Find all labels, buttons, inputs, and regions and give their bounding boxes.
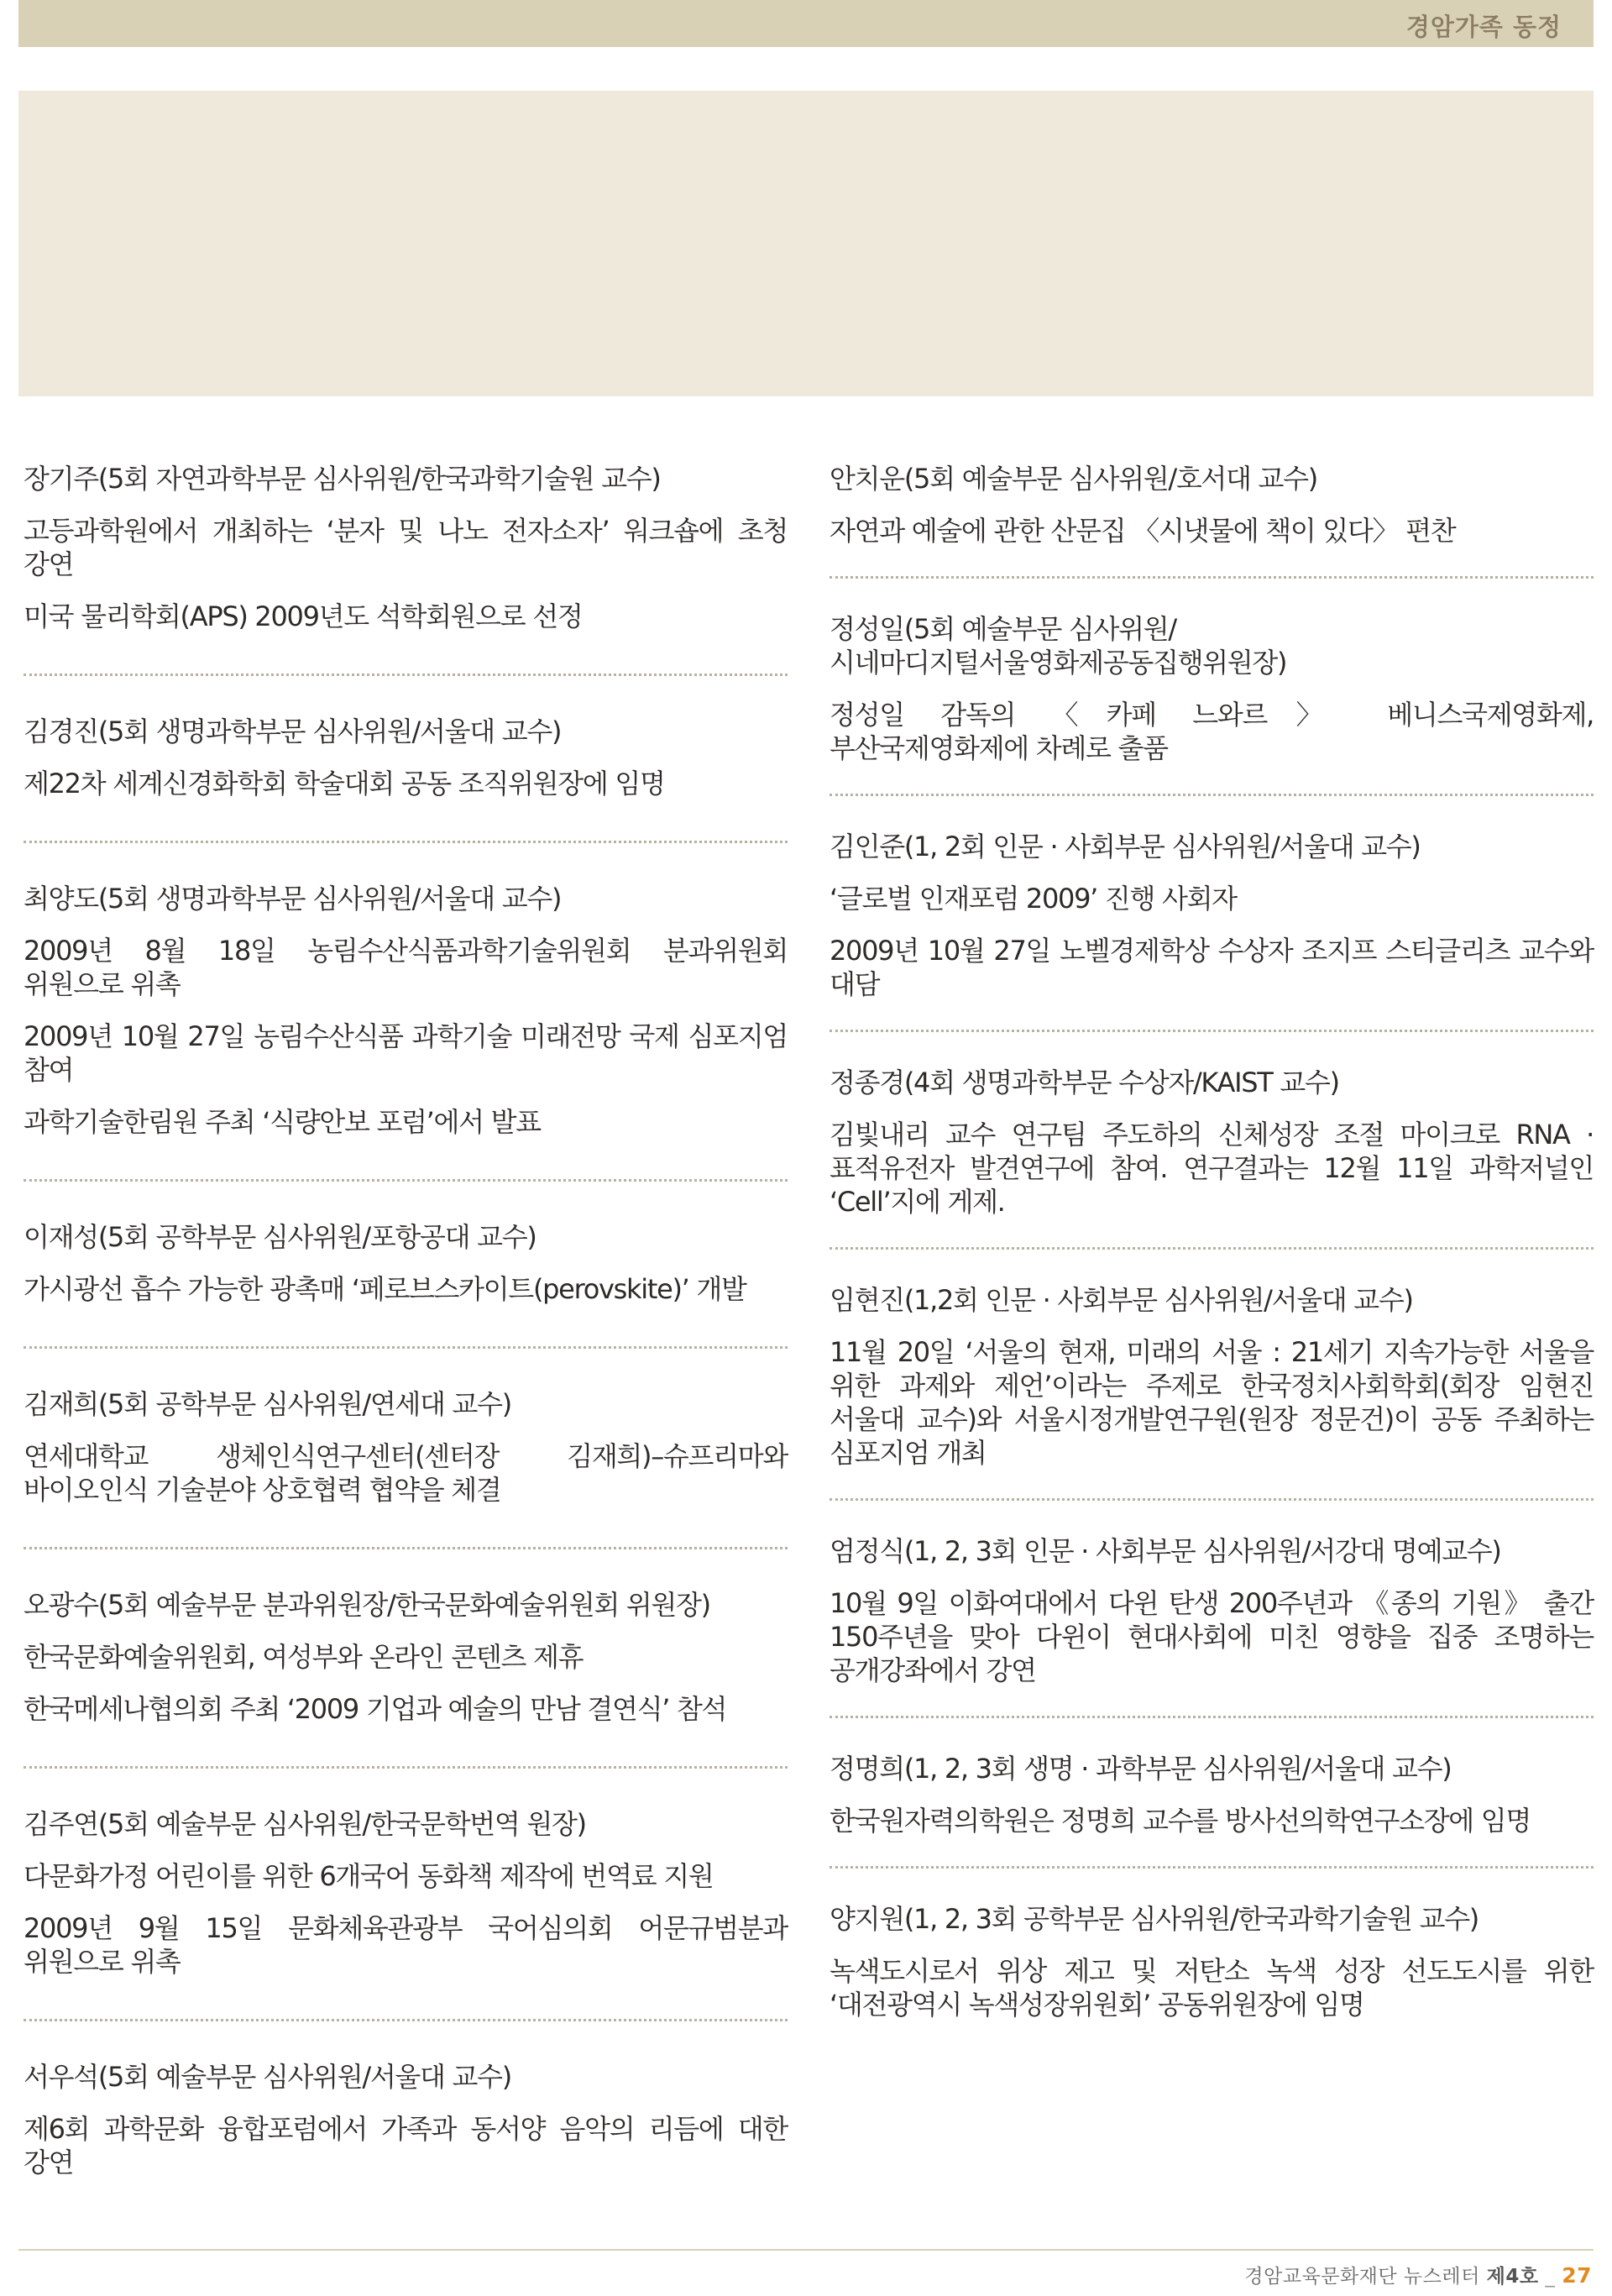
member-entry (830, 794, 1594, 1030)
member-activity: 다문화가정 어린이를 위한 6개국어 동화책 제작에 번역료 지원 (24, 1860, 714, 1892)
banner-image-area (18, 91, 1594, 396)
member-name: 김인준(1, 2회 인문 · 사회부문 심사위원/서울대 교수) (830, 831, 1421, 862)
member-activity: 녹색도시로서 위상 제고 및 저탄소 녹색 성장 선도도시를 위한 ‘대전광역시 녹색성장위원회’ 공동위원장에 임명 (830, 1955, 1594, 2021)
member-name: 오광수(5회 예술부문 분과위원장/한국문화예술위원회 위원장) (24, 1589, 710, 1621)
member-activity: 2009년 8월 18일 농림수산식품과학기술위원회 분과위원회 위원으로 위촉 (24, 935, 788, 1000)
member-entry (830, 1716, 1594, 1866)
right-column (830, 462, 1594, 2021)
member-activity: 과학기술한림원 주최 ‘식량안보 포럼’에서 발표 (24, 1106, 541, 1138)
member-entry (24, 1179, 788, 1346)
member-entry (24, 1766, 788, 2019)
footer-separator: _ (1545, 2266, 1556, 2288)
member-activity: 미국 물리학회(APS) 2009년도 석학회원으로 선정 (24, 600, 583, 632)
member-name: 안치운(5회 예술부문 심사위원/호서대 교수) (830, 463, 1317, 495)
member-activity: 한국문화예술위원회, 여성부와 온라인 콘텐츠 제휴 (24, 1641, 584, 1673)
member-name: 정명희(1, 2, 3회 생명 · 과학부문 심사위원/서울대 교수) (830, 1753, 1452, 1785)
left-column (24, 462, 788, 2179)
member-entry (830, 1030, 1594, 1247)
member-activity: 2009년 9월 15일 문화체육관광부 국어심의회 어문규범분과 위원으로 위촉 (24, 1912, 788, 1978)
member-name: 엄정식(1, 2, 3회 인문 · 사회부문 심사위원/서강대 명예교수) (830, 1535, 1501, 1567)
member-entry (24, 1547, 788, 1766)
member-name: 임현진(1,2회 인문 · 사회부문 심사위원/서울대 교수) (830, 1284, 1413, 1316)
member-name: 서우석(5회 예술부문 심사위원/서울대 교수) (24, 2061, 511, 2093)
member-activity: 가시광선 흡수 가능한 광촉매 ‘페로브스카이트(perovskite)’ 개발 (24, 1273, 746, 1305)
member-entry (830, 462, 1594, 576)
member-activity: 한국원자력의학원은 정명희 교수를 방사선의학연구소장에 임명 (830, 1805, 1531, 1837)
member-entry (24, 2019, 788, 2179)
member-activity: 한국메세나협의회 주최 ‘2009 기업과 예술의 만남 결연식’ 참석 (24, 1693, 727, 1725)
member-activity: 고등과학원에서 개최하는 ‘분자 및 나노 전자소자’ 워크숍에 초청 강연 (24, 515, 788, 580)
member-name: 장기주(5회 자연과학부문 심사위원/한국과학기술원 교수) (24, 463, 661, 495)
section-header-bar (18, 0, 1594, 47)
member-entry (24, 674, 788, 841)
member-activity: 2009년 10월 27일 농림수산식품 과학기술 미래전망 국제 심포지엄 참여 (24, 1020, 788, 1086)
member-name: 최양도(5회 생명과학부문 심사위원/서울대 교수) (24, 883, 562, 915)
member-activity: ‘글로벌 인재포럼 2009’ 진행 사회자 (830, 883, 1237, 915)
member-name: 정성일(5회 예술부문 심사위원/시네마디지털서울영화제공동집행위원장) (830, 613, 1287, 679)
member-activity: 자연과 예술에 관한 산문집 〈시냇물에 책이 있다〉 편찬 (830, 515, 1456, 547)
footer-divider (18, 2249, 1594, 2251)
member-entry (830, 1866, 1594, 2021)
member-activity: 10월 9일 이화여대에서 다윈 탄생 200주년과 《종의 기원》 출간 150주년을 맞아 다윈이 현대사회에 미친 영향을 집중 조명하는 공개강좌에서 강연 (830, 1587, 1594, 1686)
member-entry (830, 576, 1594, 794)
member-name: 정종경(4회 생명과학부문 수상자/KAIST 교수) (830, 1067, 1339, 1098)
footer-issue: 제4호 (1486, 2266, 1539, 2288)
footer-publisher: 경암교육문화재단 뉴스레터 (1244, 2266, 1480, 2288)
member-activity: 11월 20일 ‘서울의 현재, 미래의 서울 : 21세기 지속가능한 서울을 위한 과제와 제언’이라는 주제로 한국정치사회학회(회장 임현진 서울대 교수)와 서울시정개발연구원(원장 정문건)이 공동 주최하는 심포지엄 개최 (830, 1336, 1594, 1469)
member-activity: 제22차 세계신경화학회 학술대회 공동 조직위원장에 임명 (24, 768, 665, 799)
member-name: 김경진(5회 생명과학부문 심사위원/서울대 교수) (24, 716, 562, 747)
member-activity: 김빛내리 교수 연구팀 주도하의 신체성장 조절 마이크로 RNA · 표적유전자 발견연구에 참여. 연구결과는 12월 11일 과학저널인 ‘Cell’지에 게제. (830, 1119, 1594, 1218)
member-activity: 연세대학교 생체인식연구센터(센터장 김재희)–슈프리마와 바이오인식 기술분야 상호협력 협약을 체결 (24, 1440, 788, 1506)
member-activity: 2009년 10월 27일 노벨경제학상 수상자 조지프 스티글리츠 교수와 대담 (830, 935, 1594, 1000)
member-entry (24, 462, 788, 674)
member-name: 양지원(1, 2, 3회 공학부문 심사위원/한국과학기술원 교수) (830, 1903, 1479, 1935)
member-activity: 제6회 과학문화 융합포럼에서 가족과 동서양 음악의 리듬에 대한 강연 (24, 2113, 788, 2178)
member-activity: 정성일 감독의 〈카페 느와르〉 베니스국제영화제, 부산국제영화제에 차례로 출품 (830, 699, 1594, 764)
member-entry (830, 1498, 1594, 1716)
footer (1244, 2261, 1592, 2288)
member-entry (24, 1346, 788, 1547)
section-title: 경암가족 동정 (1405, 13, 1562, 41)
member-name: 김재희(5회 공학부문 심사위원/연세대 교수) (24, 1388, 511, 1420)
member-entry (24, 841, 788, 1179)
member-name: 김주연(5회 예술부문 심사위원/한국문학번역 원장) (24, 1808, 586, 1840)
member-name: 이재성(5회 공학부문 심사위원/포항공대 교수) (24, 1221, 536, 1253)
member-entry (830, 1247, 1594, 1498)
page-number: 27 (1562, 2263, 1592, 2288)
